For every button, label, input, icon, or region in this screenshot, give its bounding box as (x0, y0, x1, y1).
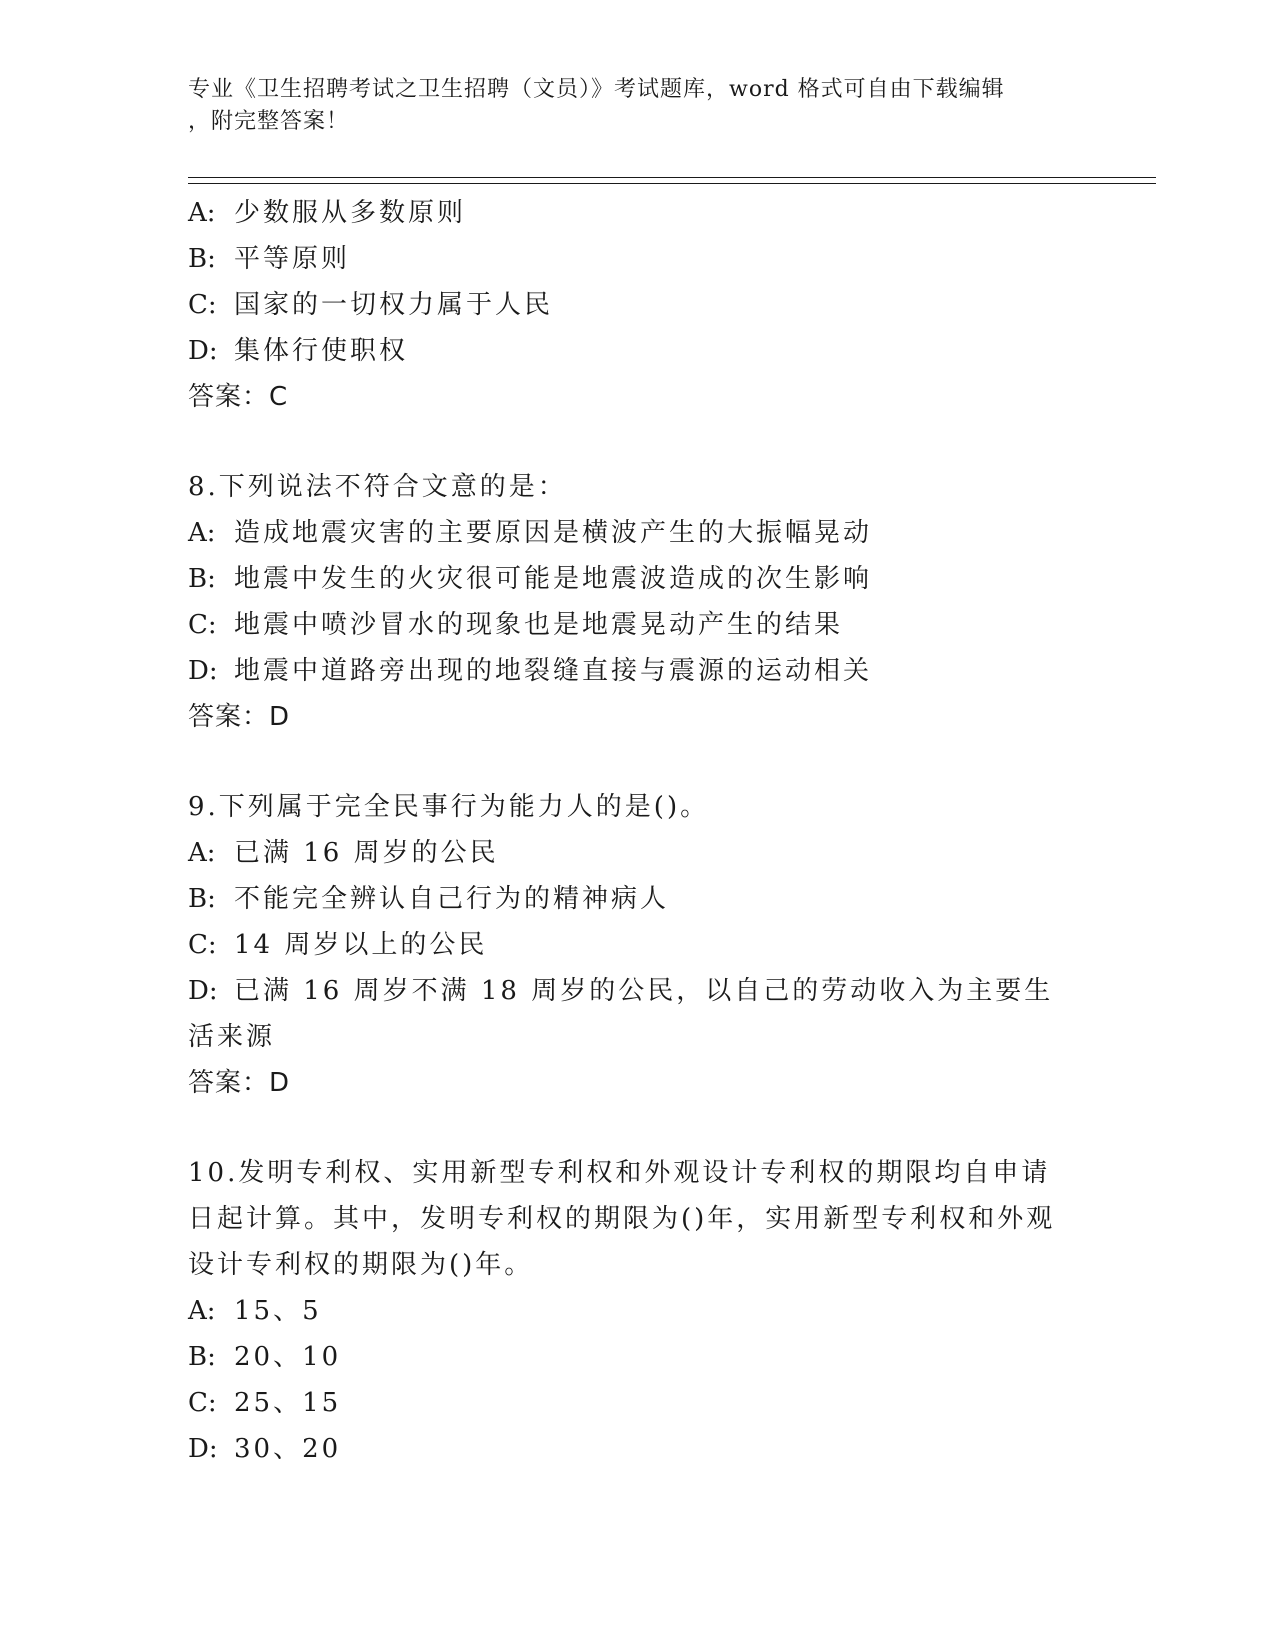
option-letter: B: (188, 244, 216, 274)
answer-line: 答案：C (188, 382, 289, 412)
option-text: 国家的一切权力属于人民 (234, 290, 554, 320)
option-text: 地震中道路旁出现的地裂缝直接与震源的运动相关 (234, 656, 873, 686)
option-text: 25、15 (234, 1388, 342, 1418)
question-text: 9.下列属于完全民事行为能力人的是()。 (188, 792, 710, 822)
option-d (188, 328, 1088, 374)
option-b (188, 876, 1088, 922)
option-letter: D: (188, 1434, 218, 1464)
option-letter: B: (188, 1342, 216, 1372)
question-10-block (188, 1150, 1088, 1472)
question-8-block (188, 464, 1088, 740)
answer-line: 答案：D (188, 702, 291, 732)
option-a (188, 1288, 1088, 1334)
header-line-2: ，附完整答案！ (188, 109, 350, 134)
option-c (188, 602, 1088, 648)
option-letter: D: (188, 336, 218, 366)
option-letter: A: (188, 518, 216, 548)
option-letter: C: (188, 930, 217, 960)
question-text: 8.下列说法不符合文意的是： (188, 472, 567, 502)
option-b (188, 556, 1088, 602)
option-letter: A: (188, 1296, 216, 1326)
question-7-block (188, 190, 1088, 420)
option-letter: A: (188, 838, 216, 868)
option-text: 已满 16 周岁的公民 (234, 838, 499, 868)
option-text: 不能完全辨认自己行为的精神病人 (234, 884, 670, 914)
option-letter: C: (188, 1388, 217, 1418)
option-text: 14 周岁以上的公民 (234, 930, 488, 960)
header-line-1: 专业《卫生招聘考试之卫生招聘（文员）》考试题库，word 格式可自由下载编辑 (188, 77, 1005, 102)
option-text: 地震中喷沙冒水的现象也是地震晃动产生的结果 (234, 610, 844, 640)
option-text: 地震中发生的火灾很可能是地震波造成的次生影响 (234, 564, 873, 594)
option-letter: A: (188, 198, 216, 228)
option-letter: C: (188, 290, 217, 320)
header-divider-bottom (188, 183, 1156, 184)
option-text: 造成地震灾害的主要原因是横波产生的大振幅晃动 (234, 518, 873, 548)
option-text: 20、10 (234, 1342, 342, 1372)
option-a (188, 830, 1088, 876)
option-letter: C: (188, 610, 217, 640)
option-text: 平等原则 (234, 244, 351, 274)
option-text: 15、5 (234, 1296, 322, 1326)
option-text: 少数服从多数原则 (234, 198, 467, 228)
answer-line: 答案：D (188, 1068, 291, 1098)
question-9-block (188, 784, 1088, 1106)
document-header (188, 74, 1068, 138)
question-list (188, 190, 1088, 1472)
header-divider-top (188, 177, 1156, 178)
option-b (188, 1334, 1088, 1380)
option-b (188, 236, 1088, 282)
option-letter: B: (188, 884, 216, 914)
option-text: 30、20 (234, 1434, 342, 1464)
option-text: 已满 16 周岁不满 18 周岁的公民，以自己的劳动收入为主要生活来源 (188, 976, 1054, 1052)
option-letter: B: (188, 564, 216, 594)
option-d (188, 1426, 1088, 1472)
option-c (188, 282, 1088, 328)
option-c (188, 922, 1088, 968)
option-d (188, 968, 1058, 1060)
option-c (188, 1380, 1088, 1426)
option-text: 集体行使职权 (234, 336, 409, 366)
option-a (188, 510, 1088, 556)
option-letter: D: (188, 976, 218, 1006)
option-letter: D: (188, 656, 218, 686)
option-a (188, 190, 1088, 236)
question-text: 10.发明专利权、实用新型专利权和外观设计专利权的期限均自申请日起计算。其中，发明专利权的期限为()年，实用新型专利权和外观设计专利权的期限为()年。 (188, 1158, 1056, 1280)
option-d (188, 648, 1088, 694)
